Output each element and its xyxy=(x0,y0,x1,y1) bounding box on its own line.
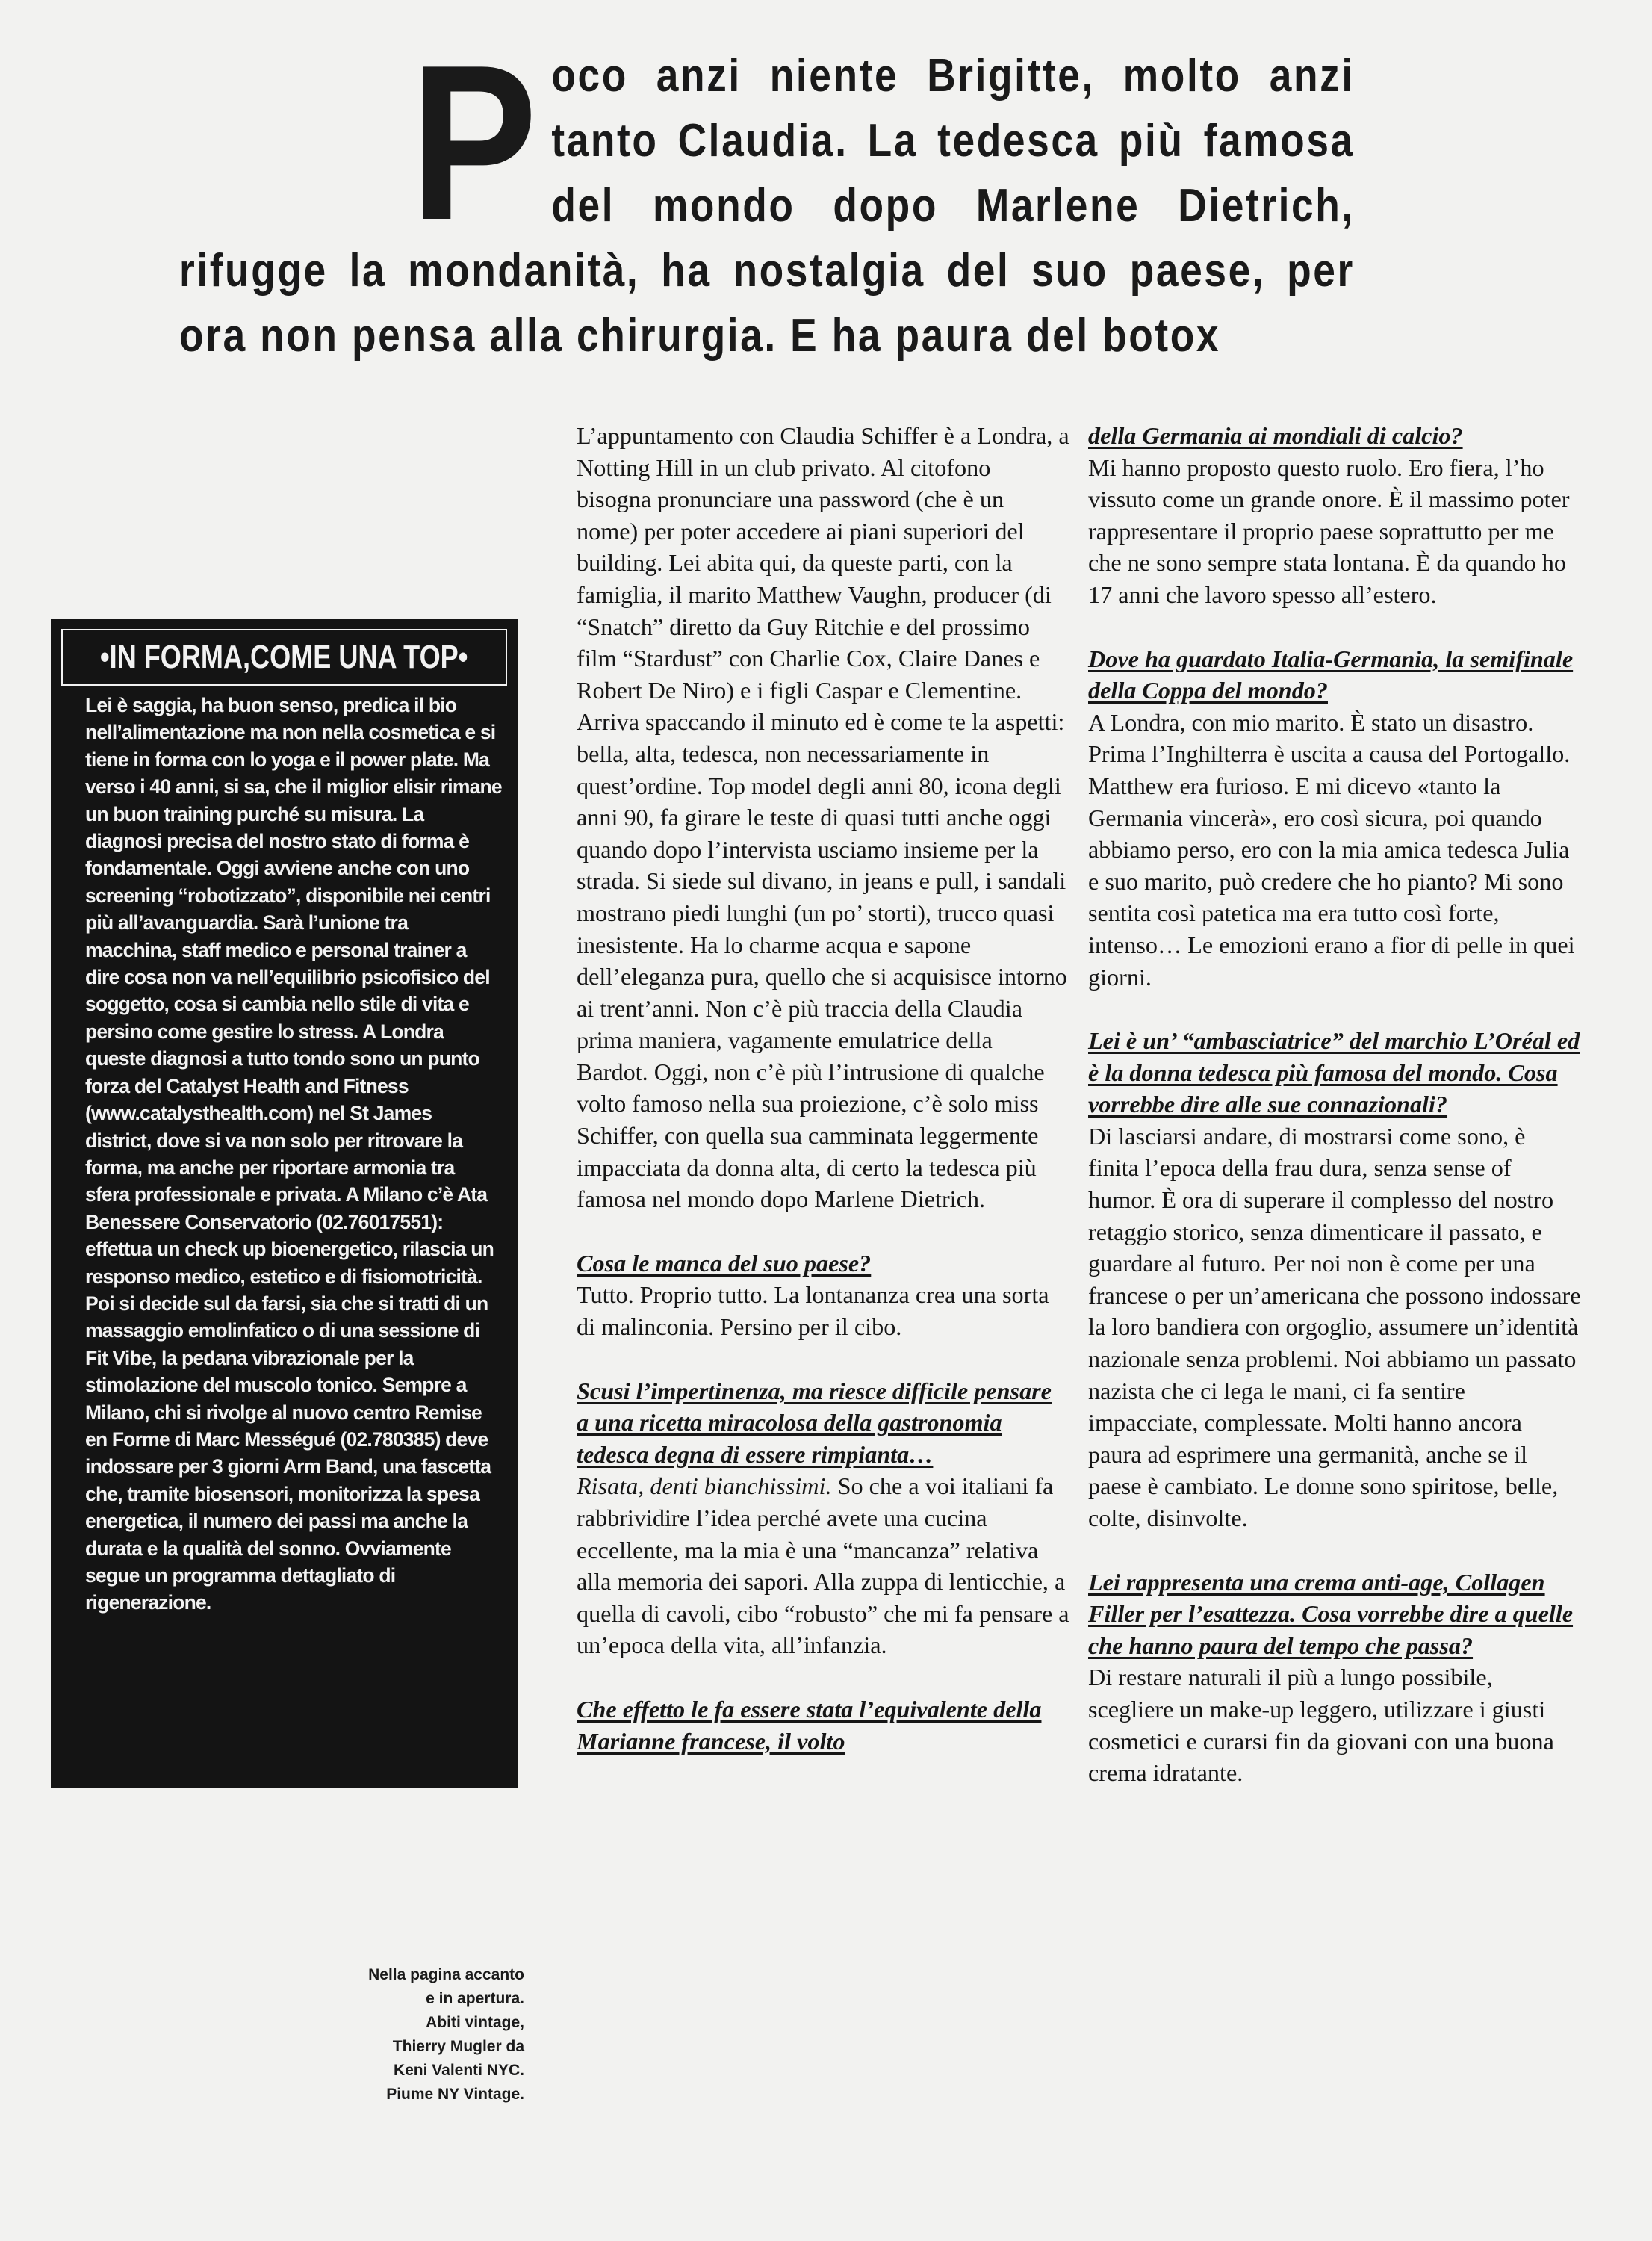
interview-answer: Di lasciarsi andare, di mostrarsi come sono, è finita l’epoca della frau dura, senza sense of humor. È ora di superare il complesso del nostro retaggio storico, senza dimenticare il passato, e guardare al futuro. Per noi non è come per una francese o per un’americana che possono indossare la loro bandiera con orgoglio, assumere un’identità nazionale senza problemi. Noi abbiamo un passato nazista che ci lega le mani, ci fa sentire impacciate, complessate. Molti hanno ancora paura ad esprimere una germanità, anche se il paese è cambiato. Le donne sono spiritose, belle, colte, disinvolte. xyxy=(1088,1122,1581,1531)
caption-line: e in apertura. xyxy=(426,1990,524,2007)
interview-question: Cosa le manca del suo paese? xyxy=(577,1249,872,1277)
interview-answer: A Londra, con mio marito. È stato un disastro. Prima l’Inghilterra è uscita a causa del Portogallo. Matthew era furioso. E mi dicevo «tanto la Germania vincerà», ero così sicura, poi quando abbiamo perso, ero con la mia amica tedesca Julia e suo marito, può credere che ho pianto? Mi sono sentita così patetica ma era tutto così forte, intenso… Le emozioni erano a fior di pelle in quei giorni. xyxy=(1088,708,1575,991)
interview-question: Lei rappresenta una crema anti-age, Collagen Filler per l’esattezza. Cosa vorrebbe dire a quelle che hanno paura del tempo che passa? xyxy=(1088,1568,1574,1659)
answer-text: So che a voi italiani fa rabbrividire l’idea perché avete una cucina eccellente, ma la mia è una “mancanza” relativa alla memoria dei sapori. Alla zuppa di lenticchie, a quella di cavoli, cibo “robusto” che mi fa pensare a un’epoca della vita, all’infanzia. xyxy=(577,1472,1069,1659)
intro-paragraph: L’appuntamento con Claudia Schiffer è a Londra, a Notting Hill in un club privato. Al citofono bisogna pronunciare una password (che è un nome) per poter accedere ai piani superiori del building. Lei abita qui, da queste parti, con la famiglia, il marito Matthew Vaughn, producer (di “Snatch” diretto da Guy Ritchie e del prossimo film “Stardust” con Charlie Cox, Claire Danes e Robert De Niro) e i figli Caspar e Clementine. Arriva spaccando il minuto ed è come te la aspetti: bella, alta, tedesca, non necessariamente in quest’ordine. Top model degli anni 80, icona degli anni 90, fa girare le teste di quasi tutti anche oggi quando dopo l’intervista usciamo insieme per la strada. Si siede sul divano, in jeans e pull, i sandali mostrano piedi lunghi (un po’ storti), trucco quasi inesistente. Ha lo charme acqua e sapone dell’eleganza pura, quello che si acquisisce intorno ai trent’anni. Non c’è più traccia della Claudia prima maniera, vagamente emulatrice della Bardot. Oggi, non c’è più l’intrusione di qualche volto famoso nella sua proiezione, c’è solo miss Schiffer, con quella sua camminata leggermente impacciata da donna alta, di certo la tedesca più famosa nel mondo dopo Marlene Dietrich. xyxy=(577,422,1069,1213)
sidebar-title-box xyxy=(61,629,507,686)
interview-question: Dove ha guardato Italia-Germania, la semifinale della Coppa del mondo? xyxy=(1088,645,1574,704)
article-column-1 xyxy=(577,420,1069,1757)
interview-question-continued: della Germania ai mondiali di calcio? xyxy=(1088,422,1463,449)
headline-text: oco anzi niente Brigitte, molto anzi tanto Claudia. La tedesca più famosa del mondo dopo Marlene Dietrich, rifugge la mondanità, ha nostalgia del suo paese, per ora non pensa alla chirurgia. E ha paura del botox xyxy=(179,50,1355,362)
sidebar-title: •IN FORMA,COME UNA TOP• xyxy=(100,639,468,675)
sidebar-body: Lei è saggia, ha buon senso, predica il bio nell’alimentazione ma non nella cosmetica e si tiene in forma con lo yoga e il power plate. Ma verso i 40 anni, si sa, che il miglior elisir rimane un buon training purché su misura. La diagnosi precisa del nostro stato di forma è fondamentale. Oggi avviene anche con uno screening “robotizzato”, disponibile nei centri più all’avanguardia. Sarà l’unione tra macchina, staff medico e personal trainer a dire cosa non va nell’equilibrio psicofisico del soggetto, cosa si cambia nello stile di vita e persino come gestire lo stress. A Londra queste diagnosi a tutto tondo sono un punto forza del Catalyst Health and Fitness (www.catalysthealth.com) nel St James district, dove si va non solo per ritrovare la forma, ma anche per riportare armonia tra sfera professionale e privata. A Milano c’è Ata Benessere Conservatorio (02.76017551): effettua un check up bioenergetico, rilascia un responso medico, estetico e di fisiomotricità. Poi si decide sul da farsi, sia che si tratti di un massaggio emolinfatico o di una sessione di Fit Vibe, la pedana vibrazionale per la stimolazione del muscolo tonico. Sempre a Milano, chi si rivolge al nuovo centro Remise en Forme di Marc Mességué (02.780385) deve indossare per 3 giorni Arm Band, una fascetta che, tramite biosensori, monitorizza la spesa energetica, il numero dei passi ma anche la durata e la qualità del sonno. Ovviamente segue un programma dettagliato di rigenerazione. xyxy=(85,694,502,1614)
interview-answer: Di restare naturali il più a lungo possibile, scegliere un make-up leggero, utilizzare i giusti cosmetici e curarsi fin da giovani con una buona crema idratante. xyxy=(1088,1664,1554,1787)
interview-answer xyxy=(577,1470,1069,1661)
interview-answer: Mi hanno proposto questo ruolo. Ero fiera, l’ho vissuto come un grande onore. È il massimo poter rappresentare il proprio paese soprattutto per me che ne sono sempre stata lontana. È da quando ho 17 anni che lavoro spesso all’estero. xyxy=(1088,453,1570,608)
interview-question: Che effetto le fa essere stata l’equivalente della Marianne francese, il volto xyxy=(577,1695,1042,1755)
photo-caption xyxy=(314,1963,524,2107)
caption-line: Keni Valenti NYC. xyxy=(393,2062,524,2079)
drop-cap: P xyxy=(410,19,538,266)
article-column-2 xyxy=(1088,420,1581,1821)
interview-question: Scusi l’impertinenza, ma riesce difficile pensare a una ricetta miracolosa della gastronomia tedesca degna di essere rimpianta… xyxy=(577,1377,1052,1468)
caption-line: Nella pagina accanto xyxy=(368,1966,524,1983)
sidebar-box xyxy=(51,619,518,1788)
headline xyxy=(179,19,1355,368)
caption-line: Thierry Mugler da xyxy=(392,2038,524,2055)
answer-italic-lead: Risata, denti bianchissimi. xyxy=(577,1472,832,1500)
interview-answer: Tutto. Proprio tutto. La lontananza crea una sorta di malinconia. Persino per il cibo. xyxy=(577,1281,1049,1341)
caption-line: Piume NY Vintage. xyxy=(386,2086,524,2103)
interview-question: Lei è un’ “ambasciatrice” del marchio L’Oréal ed è la donna tedesca più famosa del mondo. Cosa vorrebbe dire alle sue connazionali? xyxy=(1088,1027,1580,1118)
caption-line: Abiti vintage, xyxy=(426,2014,524,2031)
